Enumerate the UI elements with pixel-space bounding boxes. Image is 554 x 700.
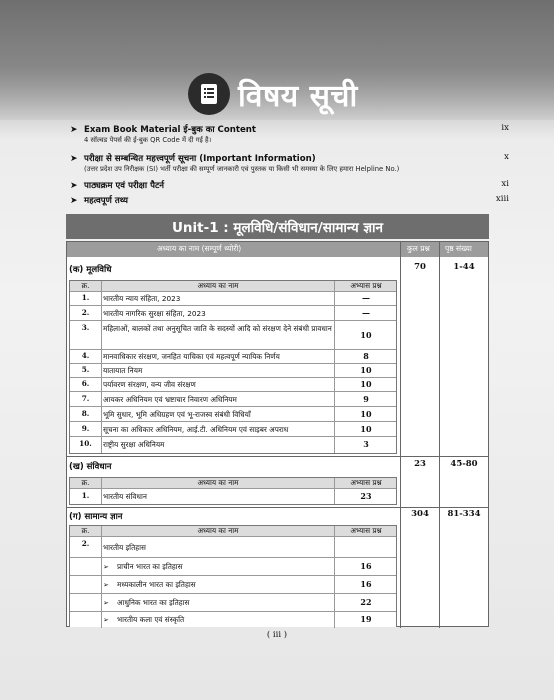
table-row bbox=[70, 407, 396, 422]
arrow-icon: ➢ bbox=[103, 599, 109, 607]
unit-title: Unit-1 : मूलविधि/संविधान/सामान्य ज्ञान bbox=[66, 214, 489, 239]
table-row bbox=[70, 350, 396, 364]
table-header bbox=[67, 242, 488, 257]
row-practice: 10 bbox=[360, 365, 372, 375]
page-number: ( iii ) bbox=[266, 630, 288, 640]
col-sn: क्र. bbox=[81, 478, 90, 487]
section-pages: 1-44 bbox=[453, 262, 475, 272]
row-sn: 2. bbox=[81, 308, 90, 317]
row-sn: 1. bbox=[81, 293, 90, 302]
toc-item[interactable] bbox=[70, 194, 509, 206]
arrow-icon: ➢ bbox=[103, 616, 109, 624]
row-name: भारतीय न्याय संहिता, 2023 bbox=[103, 294, 181, 303]
toc-item-title: Exam Book Material ई-बुक का Content bbox=[84, 125, 257, 135]
table-row bbox=[70, 292, 396, 306]
row-sn: 9. bbox=[81, 424, 90, 433]
col-sn: क्र. bbox=[81, 281, 90, 290]
row-practice: 3 bbox=[363, 439, 369, 449]
row-practice: 16 bbox=[360, 561, 372, 571]
row-sn: 7. bbox=[81, 394, 90, 403]
toc-item[interactable] bbox=[70, 152, 509, 173]
toc-item-title: परीक्षा से सम्बन्धित महत्त्वपूर्ण सूचना (Important Information) bbox=[84, 154, 316, 164]
table-row bbox=[70, 489, 396, 504]
column-divider bbox=[400, 242, 401, 628]
header-total: कुल प्रश्न bbox=[407, 244, 430, 253]
toc-item[interactable] bbox=[70, 179, 509, 191]
row-name: महिलाओं, बालकों तथा अनुसूचित जाति के सदस्यों आदि को संरक्षण देने संबंधी प्रावधान bbox=[103, 324, 332, 333]
col-name: अध्याय का नाम bbox=[197, 478, 239, 487]
row-name-text: मध्यकालीन भारत का इतिहास bbox=[117, 580, 196, 589]
section-pages: 81-334 bbox=[447, 509, 481, 519]
col-practice: अभ्यास प्रश्न bbox=[350, 281, 382, 290]
section-title: (ख) संविधान bbox=[69, 462, 112, 472]
section-pages: 45-80 bbox=[450, 459, 478, 469]
table-row bbox=[70, 478, 396, 489]
section-divider bbox=[67, 507, 488, 508]
row-name: भारतीय इतिहास bbox=[103, 543, 146, 552]
row-practice: 22 bbox=[360, 597, 372, 607]
row-practice: 23 bbox=[360, 491, 372, 501]
row-sn: 6. bbox=[81, 379, 90, 388]
section-title: (ग) सामान्य ज्ञान bbox=[69, 512, 123, 522]
row-practice: 10 bbox=[360, 409, 372, 419]
table-row bbox=[70, 576, 396, 594]
table-row bbox=[70, 281, 396, 292]
section-divider bbox=[67, 456, 488, 457]
title-area bbox=[188, 70, 358, 118]
row-name: भारतीय नागरिक सुरक्षा संहिता, 2023 bbox=[103, 309, 206, 318]
toc-item[interactable] bbox=[70, 123, 509, 144]
row-practice: 10 bbox=[360, 379, 372, 389]
row-practice: 10 bbox=[360, 330, 372, 340]
section-title: (क) मूलविधि bbox=[69, 265, 112, 275]
row-practice: 9 bbox=[363, 394, 369, 404]
row-name: पर्यावरण संरक्षण, वन्य जीव संरक्षण bbox=[103, 380, 196, 389]
row-practice: 8 bbox=[363, 351, 369, 361]
section-total: 304 bbox=[411, 509, 429, 519]
row-name bbox=[103, 561, 333, 574]
section-total: 23 bbox=[414, 459, 426, 469]
toc-item-note: (उत्तर प्रदेश उप निरीक्षक (SI) भर्ती परीक्षा की सम्पूर्ण जानकारी एवं पुस्तक या किसी भी समस्या के लिए हमारा Helpline No.) bbox=[84, 165, 400, 173]
toc-item-page: x bbox=[504, 152, 509, 162]
row-sn: 4. bbox=[81, 351, 90, 360]
table-row bbox=[70, 537, 396, 558]
list-document-icon bbox=[188, 73, 230, 115]
section-total: 70 bbox=[414, 262, 426, 272]
table-row bbox=[70, 422, 396, 437]
row-name-text: आधुनिक भारत का इतिहास bbox=[117, 598, 190, 607]
table-row bbox=[70, 612, 396, 628]
row-name: राष्ट्रीय सुरक्षा अधिनियम bbox=[103, 440, 165, 449]
table-row bbox=[70, 558, 396, 576]
arrow-icon: ➤ bbox=[70, 154, 78, 164]
row-name bbox=[103, 614, 333, 627]
row-practice: 10 bbox=[360, 424, 372, 434]
row-name: सूचना का अधिकार अधिनियम, आई.टी. अधिनियम एवं साइबर अपराध bbox=[103, 425, 289, 434]
row-name bbox=[103, 579, 333, 592]
toc-item-page: xi bbox=[501, 179, 509, 189]
col-name: अध्याय का नाम bbox=[197, 526, 239, 535]
row-sn: 1. bbox=[81, 491, 90, 500]
row-name bbox=[103, 597, 333, 610]
chapter-table bbox=[69, 280, 397, 454]
arrow-icon: ➢ bbox=[103, 563, 109, 571]
row-sn: 8. bbox=[81, 409, 90, 418]
toc-item-title: पाठ्यक्रम एवं परीक्षा पैटर्न bbox=[84, 181, 165, 191]
toc-item-page: ix bbox=[501, 123, 509, 133]
row-practice: 16 bbox=[360, 579, 372, 589]
row-sn: 10. bbox=[79, 439, 92, 448]
chapter-table bbox=[69, 477, 397, 505]
row-name-text: भारतीय कला एवं संस्कृति bbox=[117, 615, 185, 624]
arrow-icon: ➤ bbox=[70, 181, 78, 191]
toc-item-note: 4 सॉल्वड पेपर्स की ई-बुक QR Code में दी गई है। bbox=[84, 136, 212, 144]
table-row bbox=[70, 306, 396, 321]
table-row bbox=[70, 378, 396, 392]
row-practice: 19 bbox=[360, 614, 372, 624]
table-row bbox=[70, 364, 396, 378]
row-sn: 2. bbox=[81, 539, 90, 548]
row-practice: — bbox=[362, 293, 370, 303]
row-name: मानवाधिकार संरक्षण, जनहित याचिका एवं महत्वपूर्ण न्यायिक निर्णय bbox=[103, 352, 280, 361]
row-name: यातायात नियम bbox=[103, 366, 143, 375]
toc-item-page: xiii bbox=[495, 194, 509, 204]
column-divider bbox=[439, 242, 440, 628]
table-row bbox=[70, 526, 396, 537]
col-name: अध्याय का नाम bbox=[197, 281, 239, 290]
col-practice: अभ्यास प्रश्न bbox=[350, 526, 382, 535]
row-name-text: प्राचीन भारत का इतिहास bbox=[117, 562, 183, 571]
row-practice: — bbox=[362, 308, 370, 318]
col-practice: अभ्यास प्रश्न bbox=[350, 478, 382, 487]
arrow-icon: ➤ bbox=[70, 125, 78, 135]
row-name: भारतीय संविधान bbox=[103, 492, 147, 501]
header-chapter: अध्याय का नाम (सम्पूर्ण थ्योरी) bbox=[157, 244, 242, 253]
page-title: विषय सूची bbox=[238, 78, 358, 114]
chapter-table bbox=[69, 525, 397, 627]
table-row bbox=[70, 392, 396, 407]
contents-table bbox=[66, 241, 489, 627]
header-pages: पृष्ठ संख्या bbox=[445, 244, 472, 253]
row-sn: 5. bbox=[81, 365, 90, 374]
table-row bbox=[70, 594, 396, 612]
toc-item-title: महत्वपूर्ण तथ्य bbox=[84, 196, 129, 206]
col-sn: क्र. bbox=[81, 526, 90, 535]
row-name: आयकर अधिनियम एवं भ्रष्टाचार निवारण अधिनियम bbox=[103, 395, 237, 404]
row-sn: 3. bbox=[81, 323, 90, 332]
row-name: भूमि सुधार, भूमि अधिग्रहण एवं भू-राजस्व संबंधी विधियाँ bbox=[103, 410, 251, 419]
arrow-icon: ➢ bbox=[103, 581, 109, 589]
arrow-icon: ➤ bbox=[70, 196, 78, 206]
table-row bbox=[70, 437, 396, 453]
table-row bbox=[70, 321, 396, 350]
